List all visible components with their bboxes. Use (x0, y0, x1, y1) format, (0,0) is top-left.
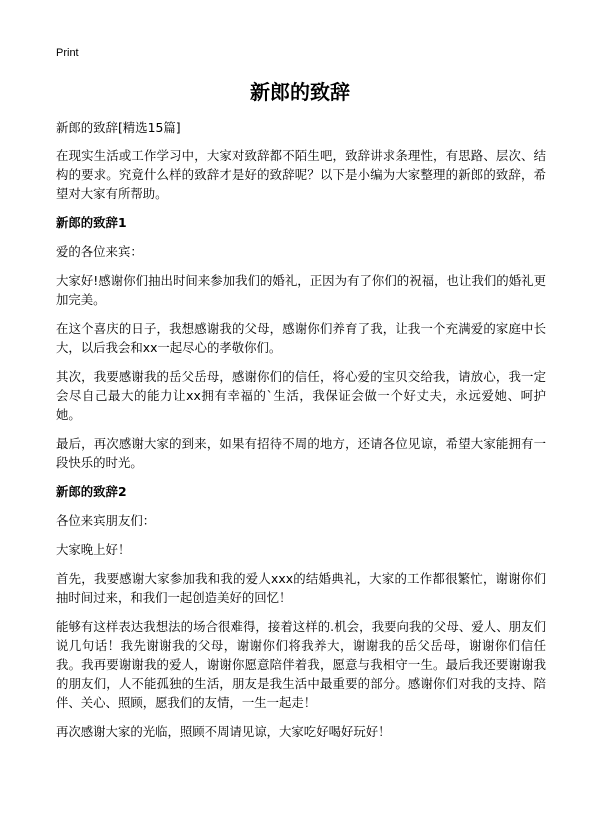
paragraph: 各位来宾朋友们： (56, 513, 156, 528)
paragraph: 首先，我要感谢大家参加我和我的爱人xxx的结婚典礼，大家的工作都很繁忙，谢谢你们抽时间过来，和我们一起创造美好的回忆！ (56, 571, 546, 605)
document-body (56, 118, 546, 751)
paragraph: 大家好!感谢你们抽出时间来参加我们的婚礼，正因为有了你们的祝福，也让我们的婚礼更加完美。 (56, 273, 546, 307)
paragraph: 能够有这样表达我想法的场合很难得，接着这样的.机会，我要向我的父母、爱人、朋友们说几句话！我先谢谢我的父母，谢谢你们将我养大，谢谢我的岳父岳母，谢谢你们信任我。我再要谢谢我的爱人，谢谢你愿意陪伴着我，愿意与我相守一生。最后我还要谢谢我的朋友们，人不能孤独的生活，朋友是我生活中最重要的部分。感谢你们对我的支持、陪伴、关心、照顾，愿我们的友情，一生一起走！ (56, 619, 546, 710)
page-title: 新郎的致辞 (250, 80, 350, 104)
paragraph: 其次，我要感谢我的岳父岳母，感谢你们的信任，将心爱的宝贝交给我，请放心，我一定会尽自己最大的能力让xx拥有幸福的`生活，我保证会做一个好丈夫，永远爱她、呵护她。 (56, 369, 546, 422)
intro-paragraph: 在现实生活或工作学习中，大家对致辞都不陌生吧，致辞讲求条理性，有思路、层次、结构的要求。究竟什么样的致辞才是好的致辞呢？以下是小编为大家整理的新郎的致辞，希望对大家有所帮助。 (56, 148, 546, 201)
paragraph: 爱的各位来宾： (56, 244, 143, 259)
print-link[interactable]: Print (56, 47, 79, 59)
section-heading-1: 新郎的致辞1 (56, 215, 127, 230)
paragraph: 大家晚上好！ (56, 542, 131, 557)
document-subtitle: 新郎的致辞[精选15篇] (56, 120, 181, 135)
paragraph: 在这个喜庆的日子，我想感谢我的父母，感谢你们养育了我，让我一个充满爱的家庭中长大，以后我会和xx一起尽心的孝敬你们。 (56, 321, 546, 355)
section-heading-2: 新郎的致辞2 (56, 484, 127, 499)
paragraph: 再次感谢大家的光临，照顾不周请见谅，大家吃好喝好玩好！ (56, 724, 391, 739)
paragraph: 最后，再次感谢大家的到来，如果有招待不周的地方，还请各位见谅，希望大家能拥有一段快乐的时光。 (56, 436, 546, 470)
